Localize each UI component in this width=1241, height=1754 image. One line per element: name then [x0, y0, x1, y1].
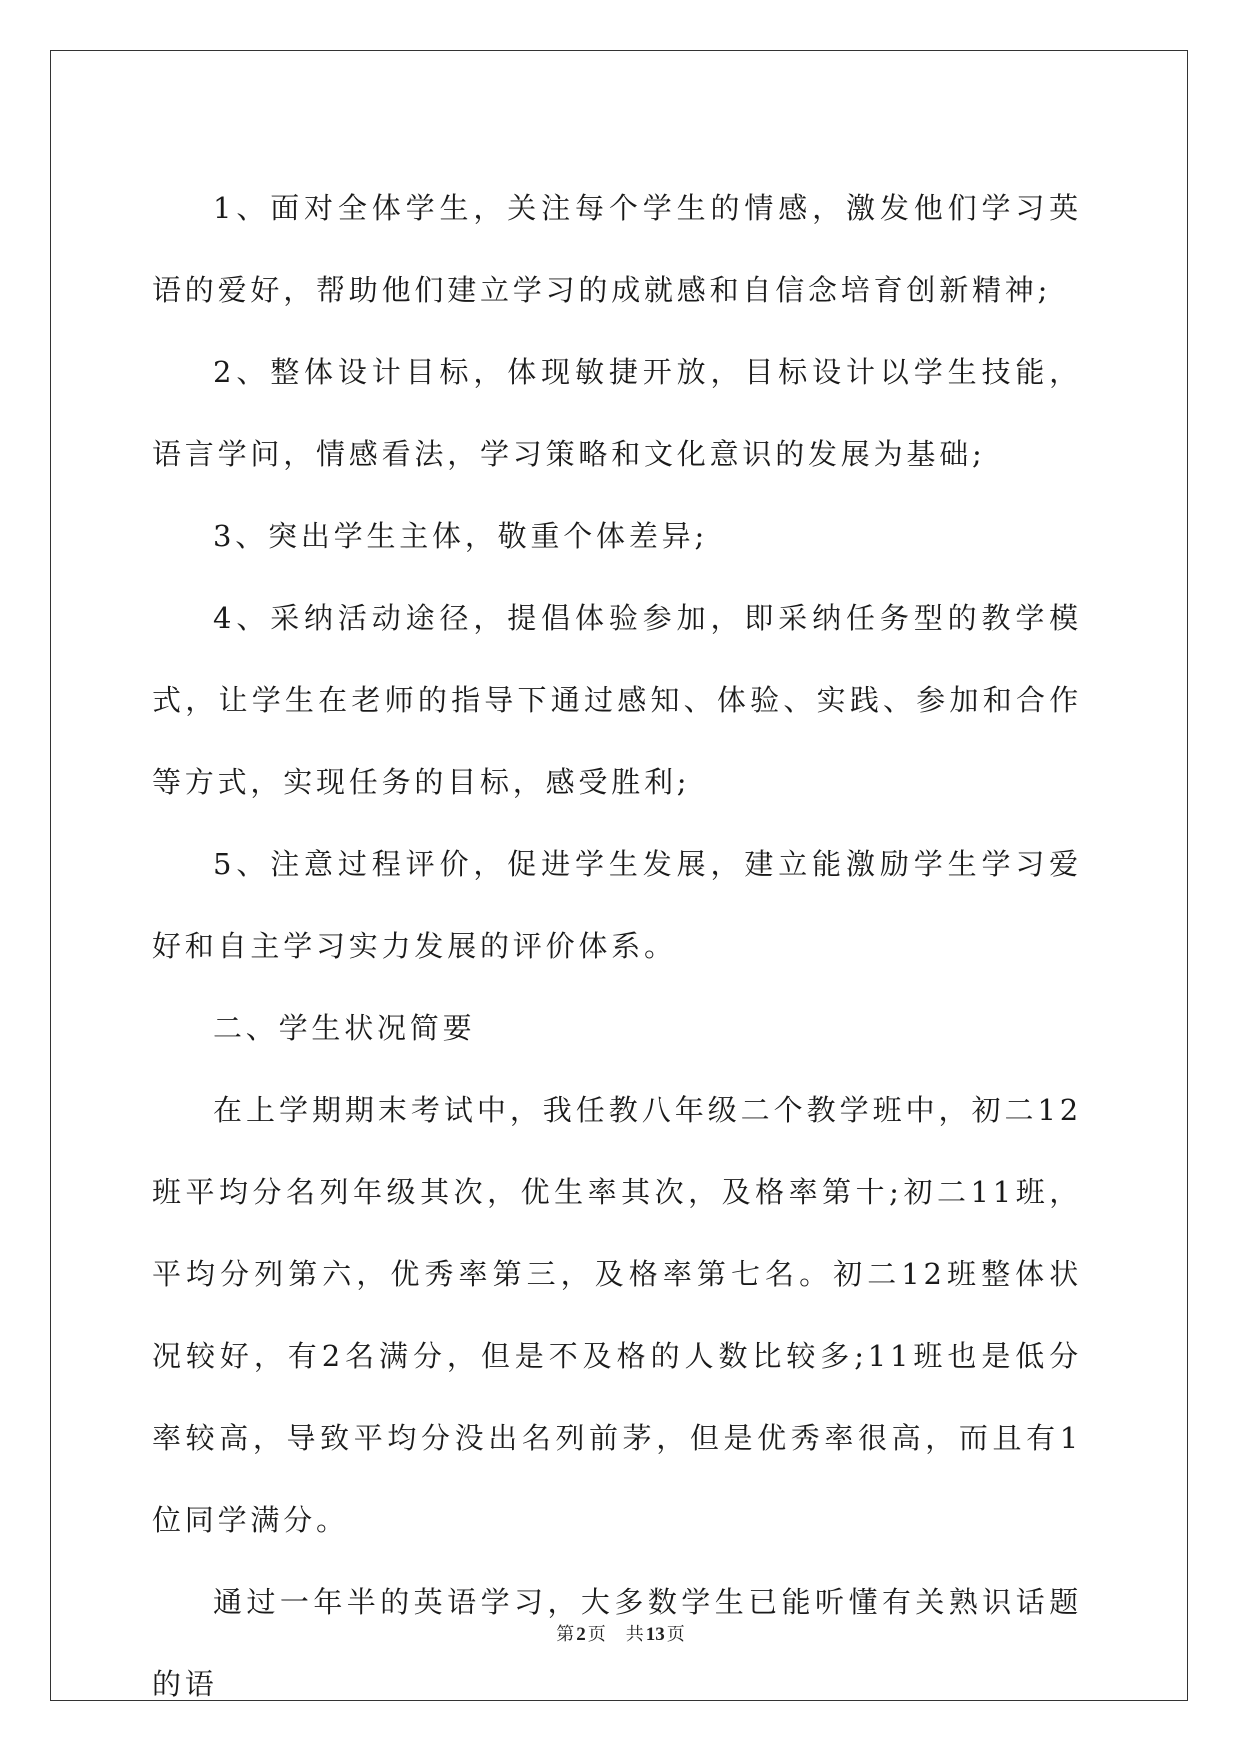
paragraph-1: 1、面对全体学生，关注每个学生的情感，激发他们学习英语的爱好，帮助他们建立学习的成就感和自信念培育创新精神; [152, 191, 1082, 307]
paragraph-4: 4、采纳活动途径，提倡体验参加，即采纳任务型的教学模式，让学生在老师的指导下通过感知、体验、实践、参加和合作等方式，实现任务的目标，感受胜利; [152, 601, 1082, 799]
paragraph-5: 5、注意过程评价，促进学生发展，建立能激励学生学习爱好和自主学习实力发展的评价体系。 [152, 847, 1082, 963]
page-footer [0, 1623, 1241, 1647]
page-number: 2 [576, 1624, 586, 1645]
total-suffix: 页 [666, 1624, 685, 1645]
page-prefix: 第 [556, 1624, 575, 1645]
total-prefix: 共 [625, 1624, 644, 1645]
document-body [152, 167, 1082, 1725]
section-heading: 二、学生状况简要 [213, 1011, 476, 1045]
paragraph-2: 2、整体设计目标，体现敏捷开放，目标设计以学生技能，语言学问，情感看法，学习策略和文化意识的发展为基础; [152, 355, 1082, 471]
total-pages: 13 [645, 1624, 665, 1645]
paragraph-3: 3、突出学生主体，敬重个体差异; [213, 519, 709, 553]
paragraph-7: 通过一年半的英语学习，大多数学生已能听懂有关熟识话题的语 [152, 1585, 1082, 1701]
paragraph-6: 在上学期期末考试中，我任教八年级二个教学班中，初二12班平均分名列年级其次，优生率其次，及格率第十;初二11班，平均分列第六，优秀率第三，及格率第七名。初二12班整体状况较好，有2名满分，但是不及格的人数比较多;11班也是低分率较高，导致平均分没出名列前茅，但是优秀率很高，而且有1位同学满分。 [152, 1093, 1082, 1537]
page-suffix: 页 [587, 1624, 606, 1645]
